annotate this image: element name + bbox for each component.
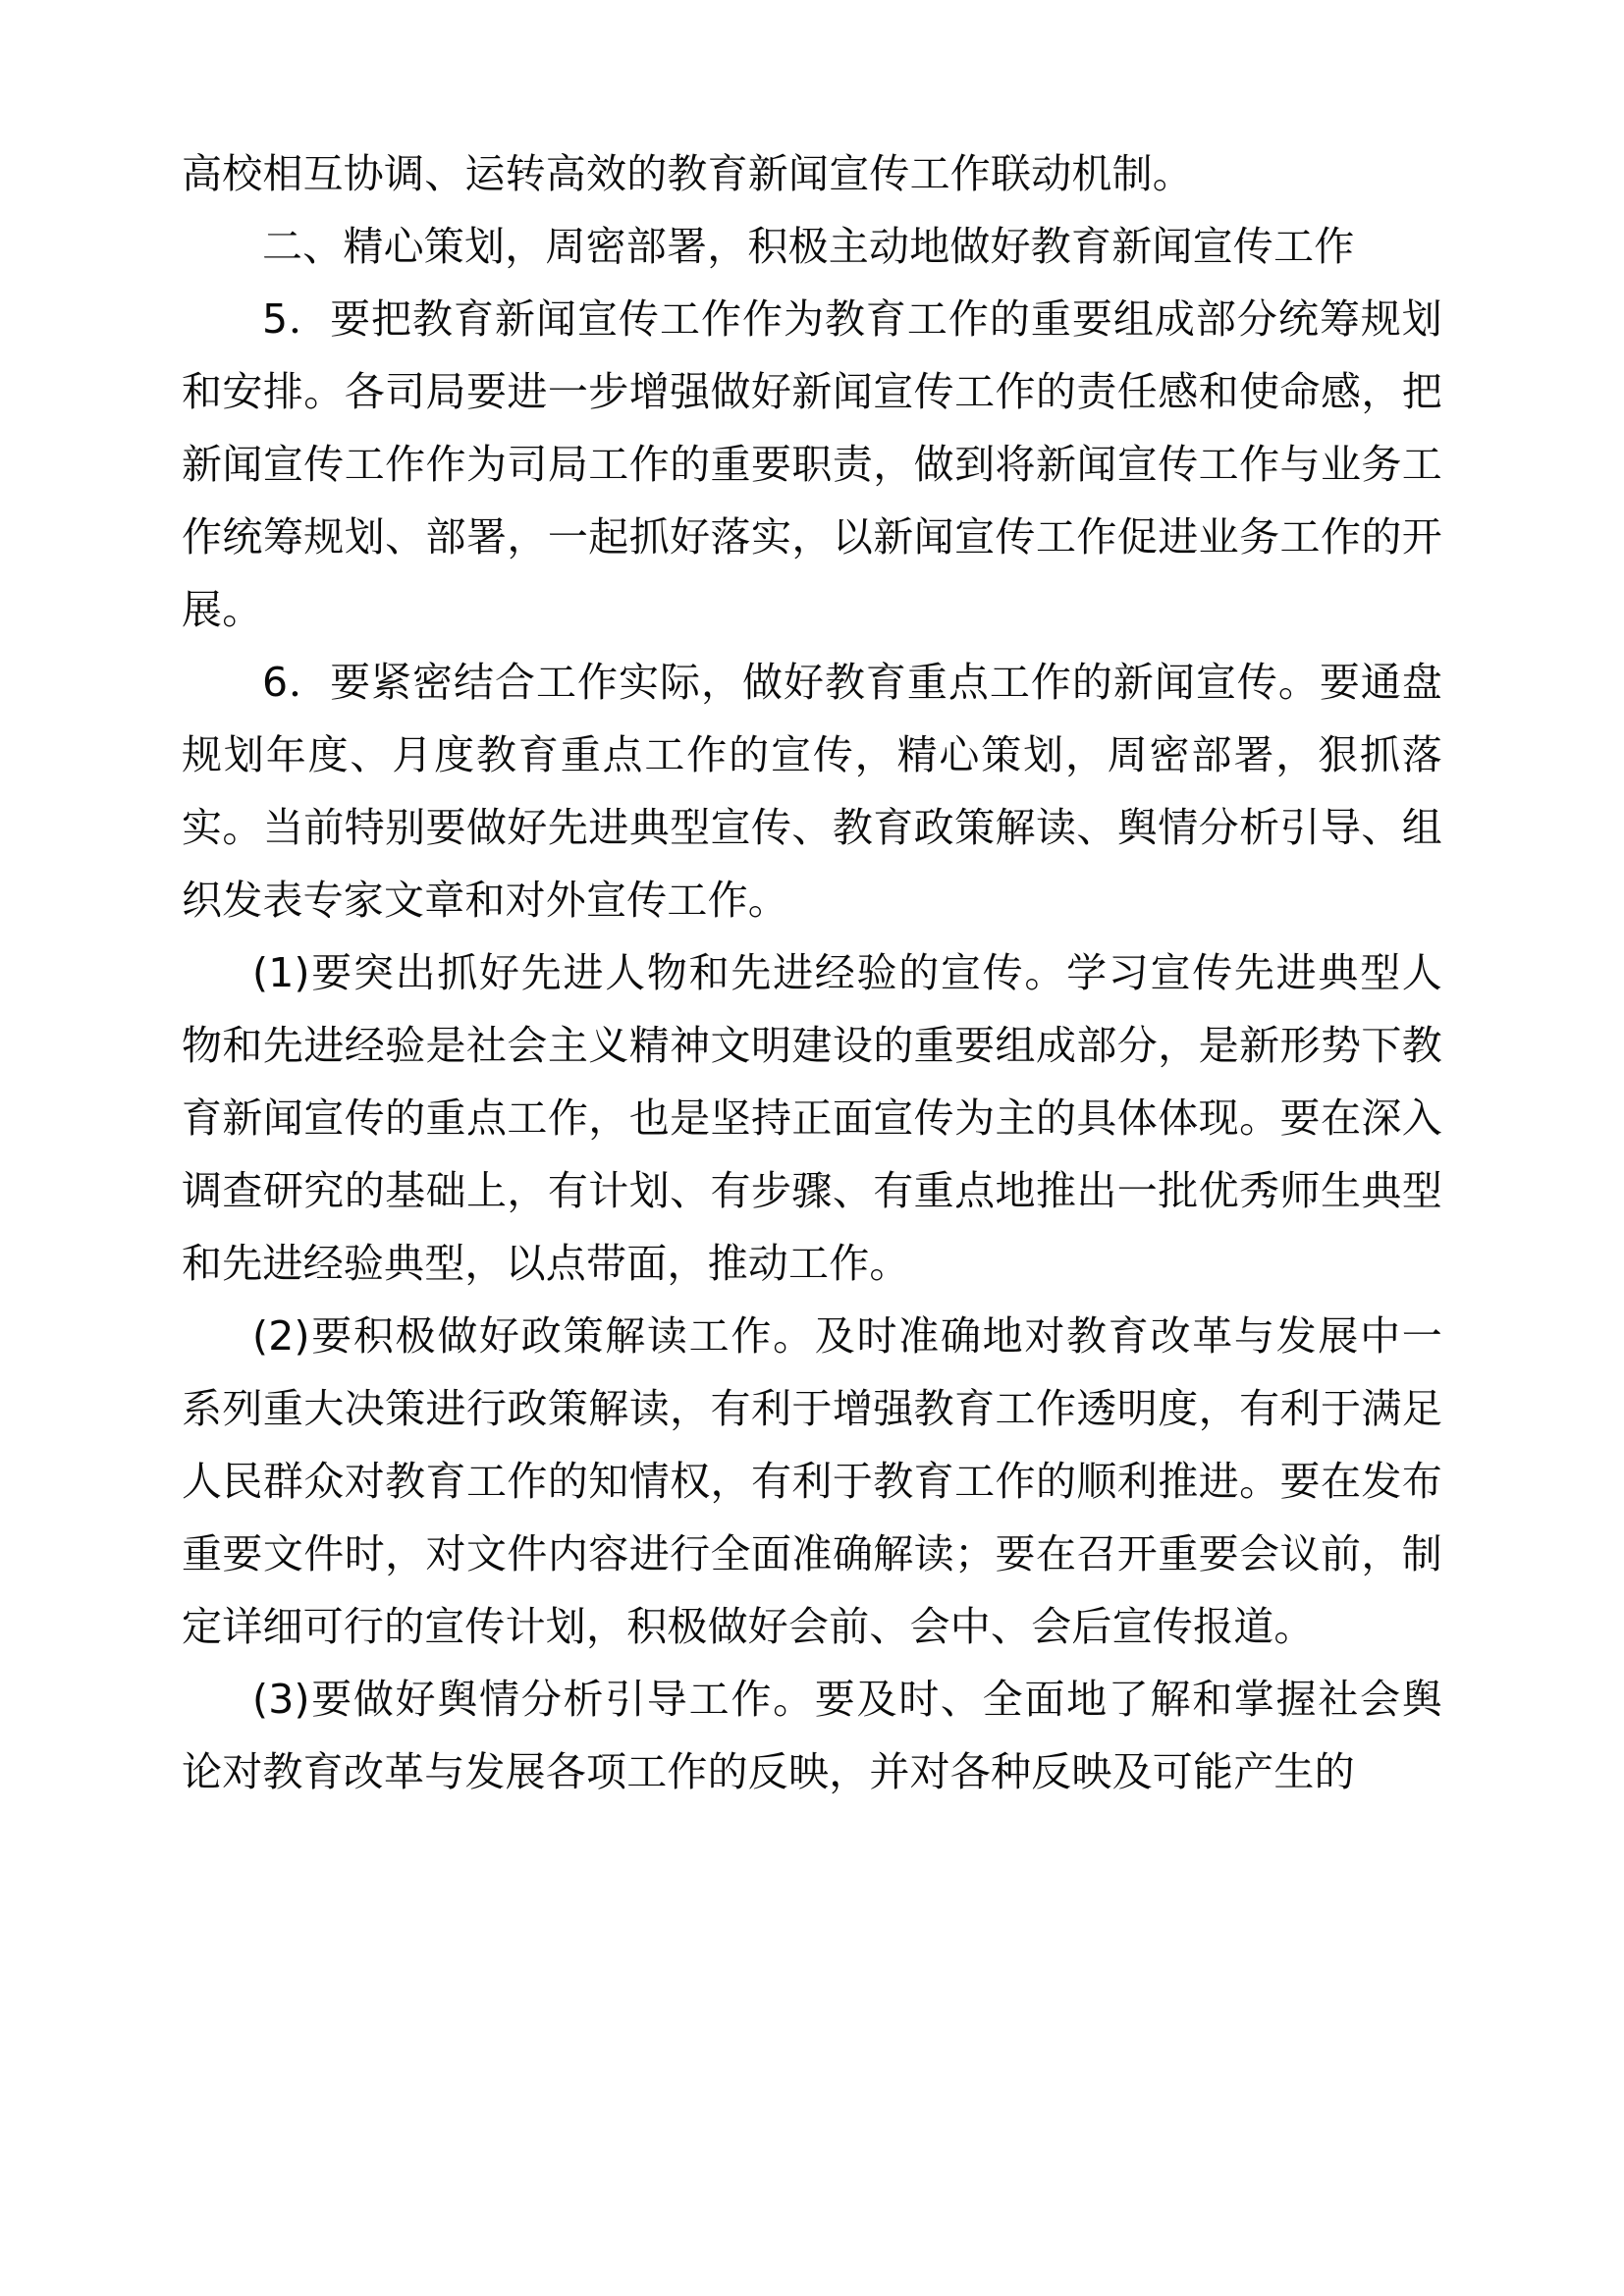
paragraph-item-5: 5．要把教育新闻宣传工作作为教育工作的重要组成部分统筹规划和安排。各司局要进一步增强做好新闻宣传工作的责任感和使命感，把新闻宣传工作作为司局工作的重要职责，做到将新闻宣传工作与业务工作统筹规划、部署，一起抓好落实，以新闻宣传工作促进业务工作的开展。 [182,295,1442,633]
document-body [182,137,1442,1808]
paragraph-1: 高校相互协调、运转高效的教育新闻宣传工作联动机制。 [182,150,1193,197]
paragraph-item-6-1: (1)要突出抓好先进人物和先进经验的宣传。学习宣传先进典型人物和先进经验是社会主义精神文明建设的重要组成部分，是新形势下教育新闻宣传的重点工作，也是坚持正面宣传为主的具体体现。要在深入调查研究的基础上，有计划、有步骤、有重点地推出一批优秀师生典型和先进经验典型，以点带面，推动工作。 [182,949,1442,1287]
paragraph-item-6: 6．要紧密结合工作实际，做好教育重点工作的新闻宣传。要通盘规划年度、月度教育重点工作的宣传，精心策划，周密部署，狠抓落实。当前特别要做好先进典型宣传、教育政策解读、舆情分析引导、组织发表专家文章和对外宣传工作。 [182,659,1442,924]
paragraph-item-6-3: (3)要做好舆情分析引导工作。要及时、全面地了解和掌握社会舆论对教育改革与发展各项工作的反映，并对各种反映及可能产生的 [182,1676,1442,1795]
paragraph-item-6-2: (2)要积极做好政策解读工作。及时准确地对教育改革与发展中一系列重大决策进行政策解读，有利于增强教育工作透明度，有利于满足人民群众对教育工作的知情权，有利于教育工作的顺利推进。要在发布重要文件时，对文件内容进行全面准确解读；要在召开重要会议前，制定详细可行的宣传计划，积极做好会前、会中、会后宣传报道。 [182,1312,1442,1650]
paragraph-section-heading-two: 二、精心策划，周密部署，积极主动地做好教育新闻宣传工作 [262,223,1355,270]
